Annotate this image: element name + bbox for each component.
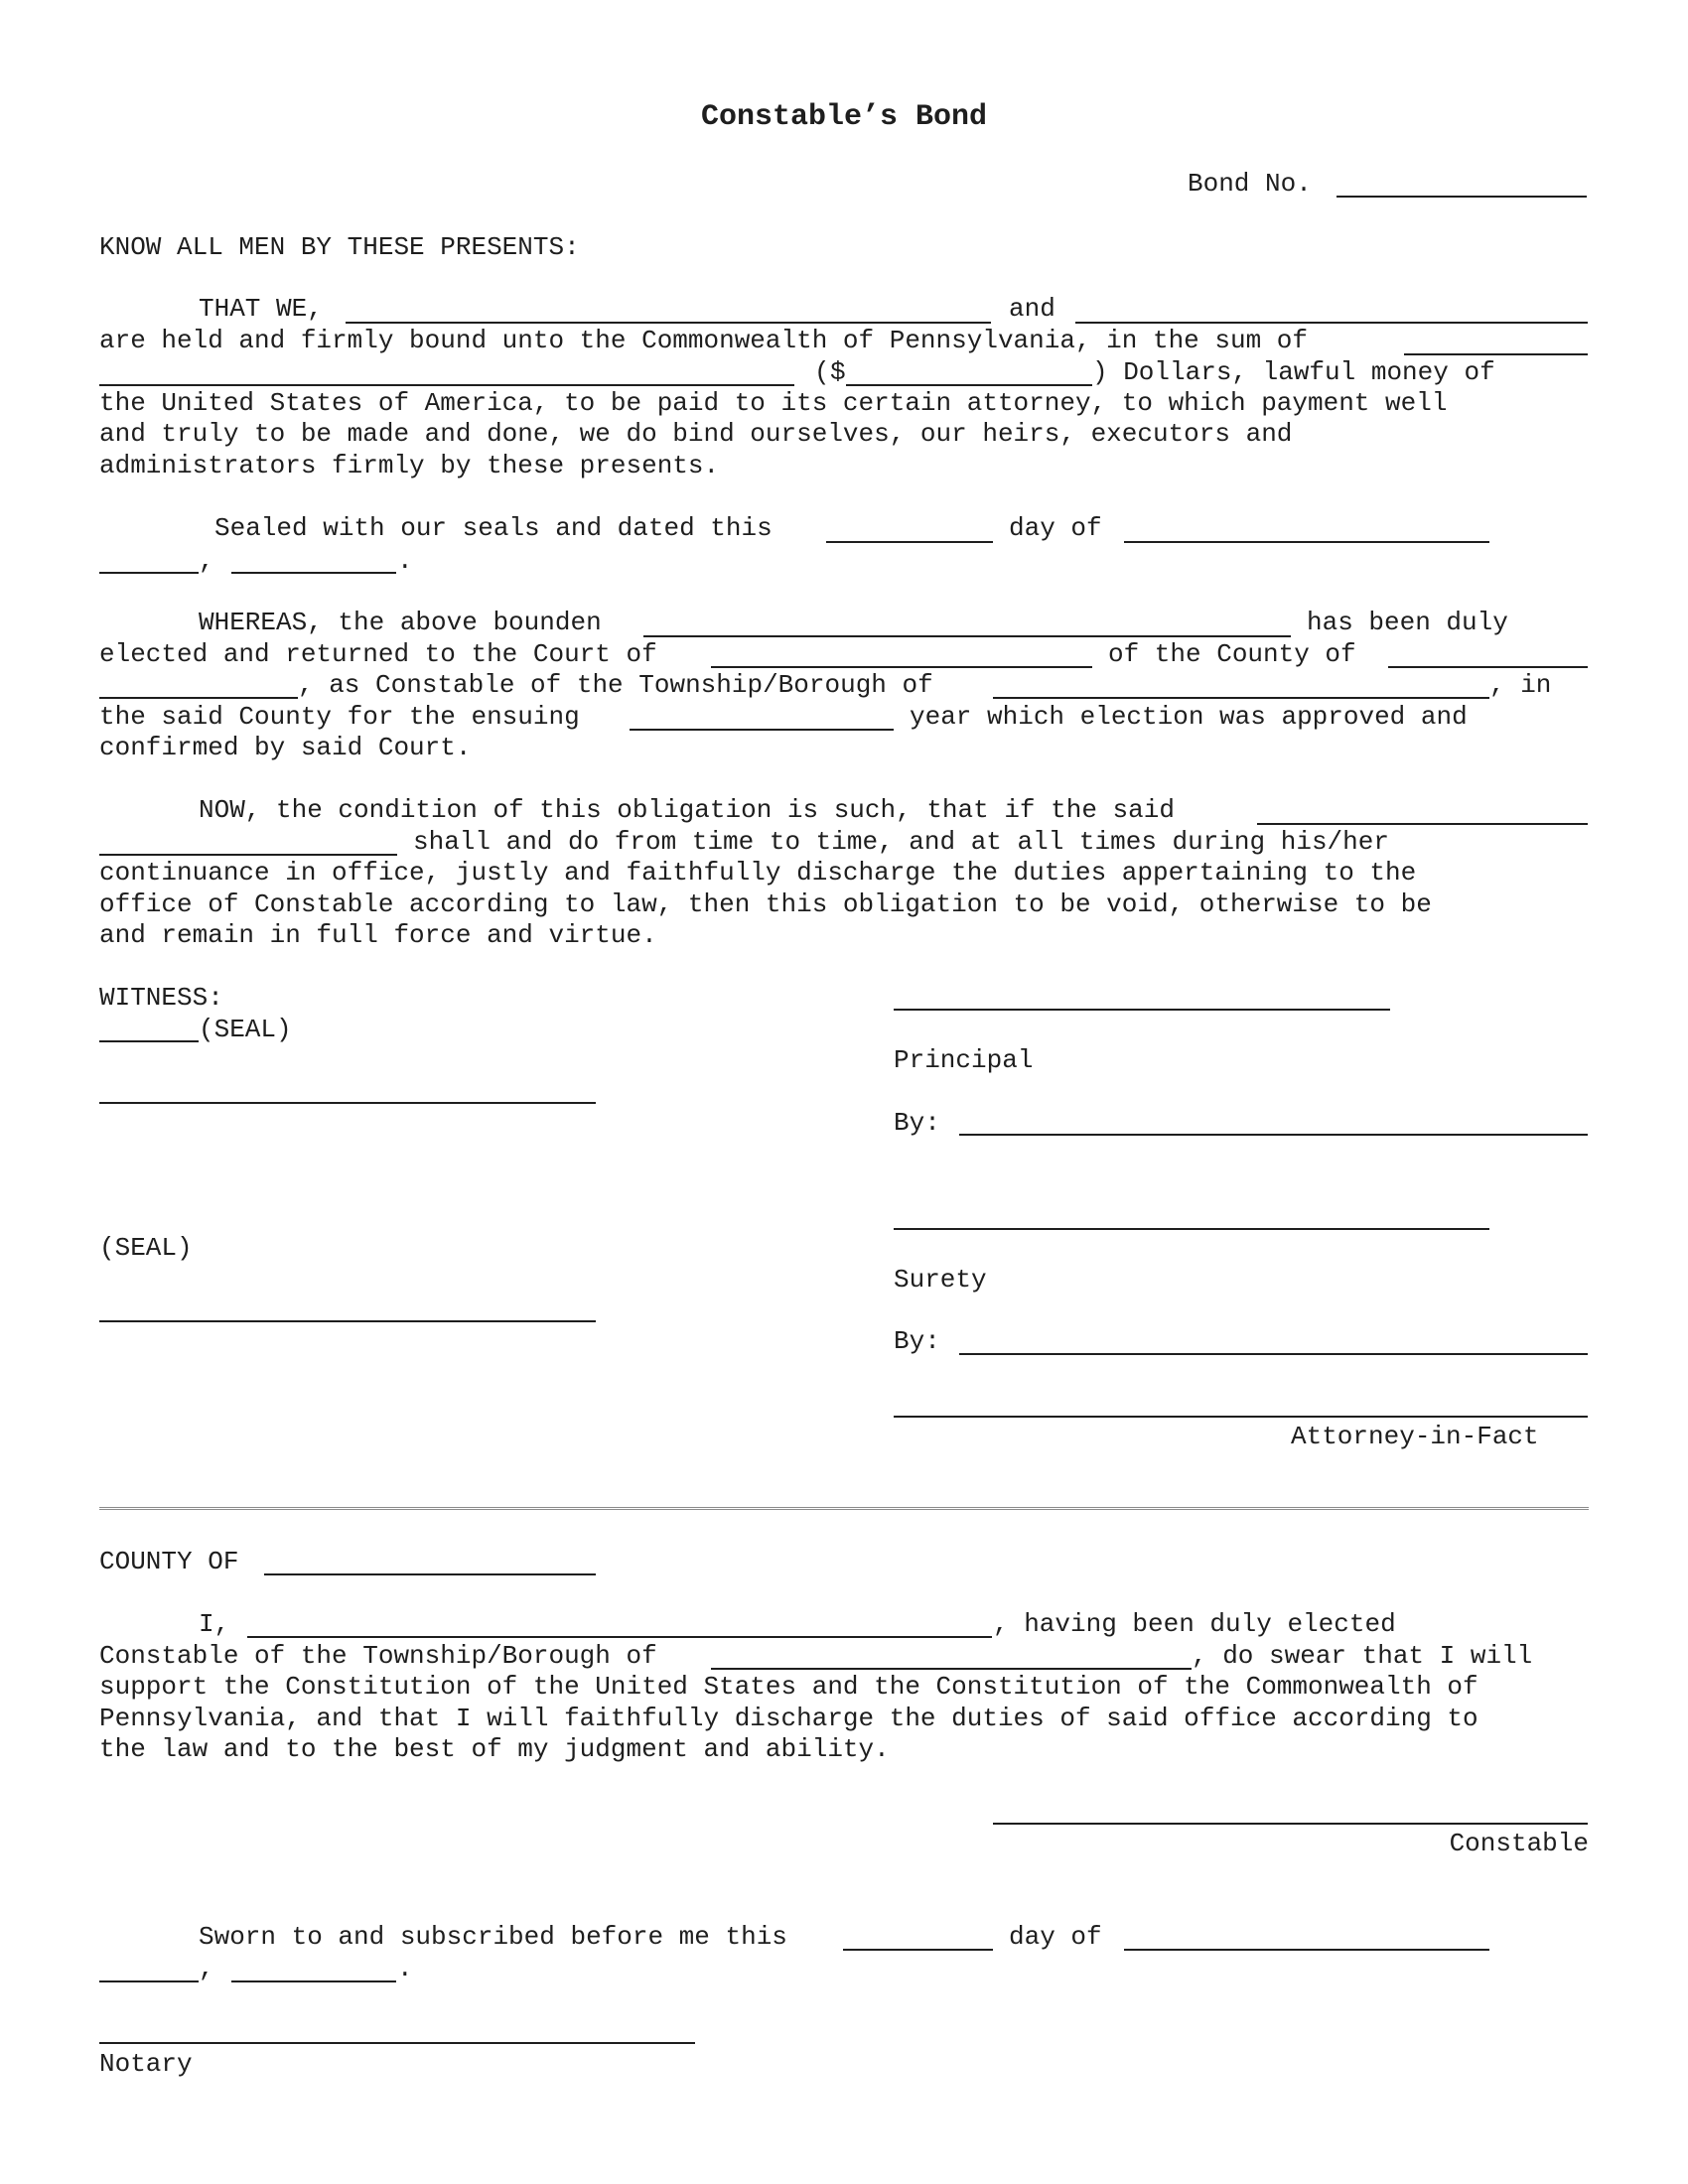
p3-line-2b: of the County of bbox=[1108, 639, 1356, 669]
bounden-name-field[interactable] bbox=[643, 635, 1291, 637]
seal-label-1: (SEAL) bbox=[199, 1015, 292, 1044]
county-field-2[interactable] bbox=[99, 697, 298, 699]
oath-line-5: the law and to the best of my judgment and ability. bbox=[99, 1734, 890, 1764]
p1-and: and bbox=[1009, 294, 1055, 324]
document-title: Constable’s Bond bbox=[700, 100, 988, 134]
surety-by-label: By: bbox=[894, 1326, 940, 1356]
p1-paren-open: ( bbox=[814, 357, 830, 387]
p3-line-2a: elected and returned to the Court of bbox=[99, 639, 657, 669]
p4-line-5: and remain in full force and virtue. bbox=[99, 920, 657, 950]
sworn-comma: , bbox=[199, 1954, 214, 1983]
sworn-day-of: day of bbox=[1009, 1922, 1102, 1952]
p1-line-3-end: ) Dollars, lawful money of bbox=[1092, 357, 1495, 387]
section-divider bbox=[99, 1507, 1589, 1510]
oath-name-field[interactable] bbox=[247, 1636, 992, 1638]
p4-line-1: NOW, the condition of this obligation is such, that if the said bbox=[199, 795, 1175, 825]
seal-label-2: (SEAL) bbox=[99, 1233, 193, 1263]
constable-label: Constable bbox=[1449, 1829, 1589, 1858]
p3-line-3b: , in bbox=[1489, 670, 1552, 700]
p1-line-2: are held and firmly bound unto the Commonwealth of Pennsylvania, in the sum of bbox=[99, 326, 1308, 355]
said-name-field-2[interactable] bbox=[99, 854, 397, 856]
principal-by-field[interactable] bbox=[959, 1134, 1588, 1136]
sealed-month-cont-field[interactable] bbox=[99, 572, 199, 574]
know-all-heading: KNOW ALL MEN BY THESE PRESENTS: bbox=[99, 232, 580, 262]
sworn-text: Sworn to and subscribed before me this bbox=[199, 1922, 787, 1952]
notary-label: Notary bbox=[99, 2049, 193, 2079]
oath-line-3: support the Constitution of the United States and the Constitution of the Commonwealth of bbox=[99, 1672, 1478, 1702]
p3-whereas: WHEREAS, the above bounden bbox=[199, 608, 602, 637]
p4-line-3: continuance in office, justly and faithfully discharge the duties appertaining to the bbox=[99, 858, 1417, 887]
township-field[interactable] bbox=[993, 697, 1489, 699]
sum-words-field-1[interactable] bbox=[1404, 353, 1588, 355]
surety-signature-field[interactable] bbox=[894, 1228, 1489, 1230]
p2-day-of: day of bbox=[1009, 513, 1102, 543]
bond-no-label: Bond No. bbox=[1188, 169, 1312, 199]
p1-line-5: and truly to be made and done, we do bind ourselves, our heirs, executors and bbox=[99, 419, 1293, 449]
court-field[interactable] bbox=[711, 666, 1092, 668]
oath-county-field[interactable] bbox=[264, 1573, 596, 1575]
sworn-period: . bbox=[397, 1954, 413, 1983]
oath-line-1b: , having been duly elected bbox=[993, 1609, 1396, 1639]
p3-has-been: has been duly bbox=[1307, 608, 1508, 637]
sworn-month-field[interactable] bbox=[1124, 1949, 1489, 1951]
sum-amount-field[interactable] bbox=[846, 384, 1092, 386]
p1-line-6: administrators firmly by these presents. bbox=[99, 451, 720, 480]
oath-line-2b: , do swear that I will bbox=[1192, 1641, 1533, 1671]
sealed-month-field[interactable] bbox=[1124, 541, 1489, 543]
sum-words-field-2[interactable] bbox=[99, 384, 794, 386]
obligor-name-field-1[interactable] bbox=[346, 322, 991, 324]
p2-comma: , bbox=[199, 546, 214, 576]
surety-by-field[interactable] bbox=[959, 1353, 1588, 1355]
sworn-year-field[interactable] bbox=[231, 1980, 396, 1982]
surety-label: Surety bbox=[894, 1265, 987, 1295]
p1-line-4: the United States of America, to be paid to its certain attorney, to which payment well bbox=[99, 388, 1448, 418]
p3-line-5: confirmed by said Court. bbox=[99, 733, 472, 762]
oath-line-2a: Constable of the Township/Borough of bbox=[99, 1641, 657, 1671]
constable-signature-field[interactable] bbox=[993, 1823, 1588, 1825]
notary-signature-field[interactable] bbox=[99, 2042, 695, 2044]
sealed-day-field[interactable] bbox=[826, 541, 993, 543]
witness-seal-field[interactable] bbox=[99, 1040, 199, 1042]
p3-line-4a: the said County for the ensuing bbox=[99, 702, 580, 732]
attorney-label: Attorney-in-Fact bbox=[1291, 1422, 1539, 1451]
attorney-signature-field[interactable] bbox=[894, 1416, 1588, 1418]
obligor-name-field-2[interactable] bbox=[1075, 322, 1588, 324]
bond-no-field[interactable] bbox=[1336, 196, 1587, 198]
p4-line-4: office of Constable according to law, then this obligation to be void, otherwise to be bbox=[99, 889, 1432, 919]
p1-that-we: THAT WE, bbox=[199, 294, 323, 324]
sealed-year-field[interactable] bbox=[231, 572, 396, 574]
ensuing-year-field[interactable] bbox=[630, 729, 894, 731]
p4-line-2: shall and do from time to time, and at all times during his/her bbox=[413, 827, 1389, 857]
county-field-1[interactable] bbox=[1388, 666, 1588, 668]
principal-signature-field[interactable] bbox=[894, 1009, 1390, 1011]
said-name-field-1[interactable] bbox=[1257, 823, 1588, 825]
sworn-month-cont-field[interactable] bbox=[99, 1980, 199, 1982]
p1-dollar-sign: $ bbox=[830, 357, 846, 387]
witness-label: WITNESS: bbox=[99, 983, 223, 1013]
p2-sealed: Sealed with our seals and dated this bbox=[214, 513, 773, 543]
principal-by-label: By: bbox=[894, 1108, 940, 1138]
county-of-label: COUNTY OF bbox=[99, 1547, 239, 1576]
p3-line-3a: , as Constable of the Township/Borough of bbox=[298, 670, 933, 700]
oath-line-4: Pennsylvania, and that I will faithfully discharge the duties of said office according to bbox=[99, 1704, 1478, 1733]
sworn-day-field[interactable] bbox=[843, 1949, 993, 1951]
witness-signature-field-2[interactable] bbox=[99, 1320, 596, 1322]
witness-signature-field-1[interactable] bbox=[99, 1102, 596, 1104]
p2-period: . bbox=[397, 546, 413, 576]
oath-i: I, bbox=[199, 1609, 230, 1639]
oath-township-field[interactable] bbox=[711, 1668, 1192, 1670]
p3-line-4b: year which election was approved and bbox=[910, 702, 1468, 732]
principal-label: Principal bbox=[894, 1045, 1034, 1075]
